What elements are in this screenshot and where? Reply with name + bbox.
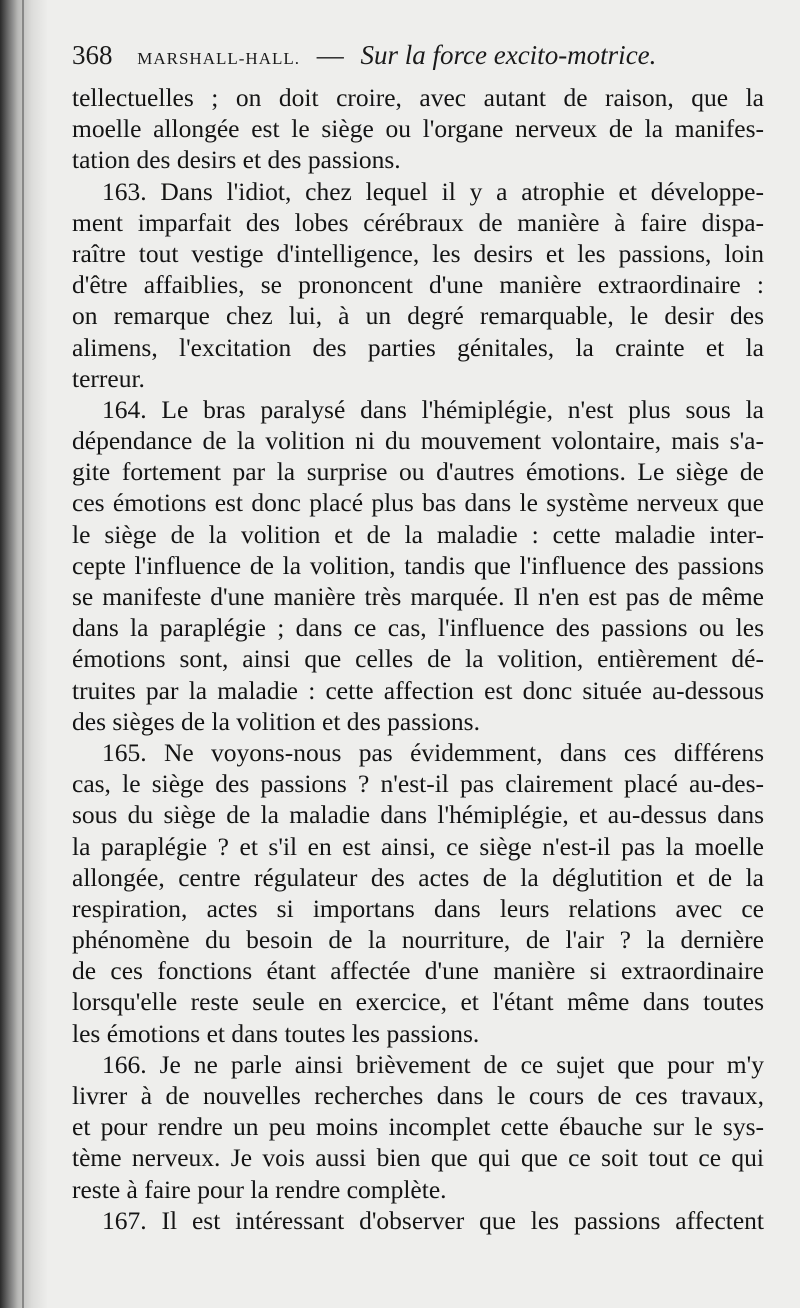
running-head (72, 40, 772, 80)
text-line: 165. Ne voyons-nous pas évidemment, dans ces différens (102, 737, 764, 767)
text-line: dépendance de la volition ni du mouvement volontaire, mais s'a- (72, 426, 764, 456)
text-line: dans la paraplégie ; dans ce cas, l'influence des passions ou les (72, 613, 764, 643)
text-line: terreur. (72, 363, 145, 393)
text-line: tation des desirs et des passions. (72, 145, 401, 175)
text-line: lorsqu'elle reste seule en exercice, et l'étant même dans toutes (72, 987, 764, 1017)
text-line: et pour rendre un peu moins incomplet cette ébauche sur le sys- (72, 1112, 764, 1142)
page-number: 368 (72, 40, 113, 70)
text-line: 163. Dans l'idiot, chez lequel il y a atrophie et développe- (102, 176, 764, 206)
text-line: ment imparfait des lobes cérébraux de manière à faire dispa- (72, 207, 764, 237)
text-line: d'être affaiblies, se prononcent d'une manière extraordinaire : (72, 270, 764, 300)
page-binding-shadow (0, 0, 48, 1308)
text-line: de ces fonctions étant affectée d'une manière si extraordinaire (72, 956, 764, 986)
text-line: raître tout vestige d'intelligence, les desirs et les passions, loin (72, 238, 764, 268)
body-text (72, 82, 764, 1236)
text-line: respiration, actes si importans dans leurs relations avec ce (72, 893, 764, 923)
text-line: reste à faire pour la rendre complète. (72, 1174, 447, 1204)
text-line: gite fortement par la surprise ou d'autres émotions. Le siège de (72, 457, 764, 487)
text-line: truites par la maladie : cette affection est donc située au-dessous (72, 675, 764, 705)
text-line: moelle allongée est le siège ou l'organe nerveux de la manifes- (72, 114, 764, 144)
text-line: la paraplégie ? et s'il en est ainsi, ce siège n'est-il pas la moelle (72, 831, 764, 861)
text-line: allongée, centre régulateur des actes de la déglutition et de la (72, 862, 764, 892)
text-line: on remarque chez lui, à un degré remarquable, le desir des (72, 301, 764, 331)
text-line: ces émotions est donc placé plus bas dans le système nerveux que (72, 488, 764, 518)
running-head-author: MARSHALL-HALL. (137, 49, 300, 68)
text-line: le siège de la volition et de la maladie : cette maladie inter- (72, 519, 764, 549)
text-line: 167. Il est intéressant d'observer que les passions affectent (102, 1205, 764, 1235)
text-line: 166. Je ne parle ainsi brièvement de ce sujet que pour m'y (102, 1049, 764, 1079)
running-head-title: Sur la force excito-motrice. (360, 40, 657, 70)
text-line: des sièges de la volition et des passions. (72, 706, 480, 736)
text-line: phénomène du besoin de la nourriture, de l'air ? la dernière (72, 925, 764, 955)
text-line: 164. Le bras paralysé dans l'hémiplégie, n'est plus sous la (102, 394, 764, 424)
text-line: se manifeste d'une manière très marquée. Il n'en est pas de même (72, 582, 764, 611)
text-line: cepte l'influence de la volition, tandis que l'influence des passions (72, 550, 764, 580)
running-head-dash: — (316, 40, 344, 70)
text-line: tème nerveux. Je vois aussi bien que qui que ce soit tout ce qui (72, 1143, 764, 1173)
text-line: tellectuelles ; on doit croire, avec autant de raison, que la (72, 83, 764, 112)
text-line: sous du siège de la maladie dans l'hémiplégie, et au-dessus dans (72, 800, 764, 830)
text-line: cas, le siège des passions ? n'est-il pas clairement placé au-des- (72, 769, 764, 799)
binding-line (22, 0, 24, 1308)
text-line: alimens, l'excitation des parties génitales, la crainte et la (72, 332, 764, 362)
text-line: émotions sont, ainsi que celles de la volition, entièrement dé- (72, 644, 764, 674)
text-line: livrer à de nouvelles recherches dans le cours de ces travaux, (72, 1081, 764, 1110)
text-line: les émotions et dans toutes les passions. (72, 1018, 480, 1048)
